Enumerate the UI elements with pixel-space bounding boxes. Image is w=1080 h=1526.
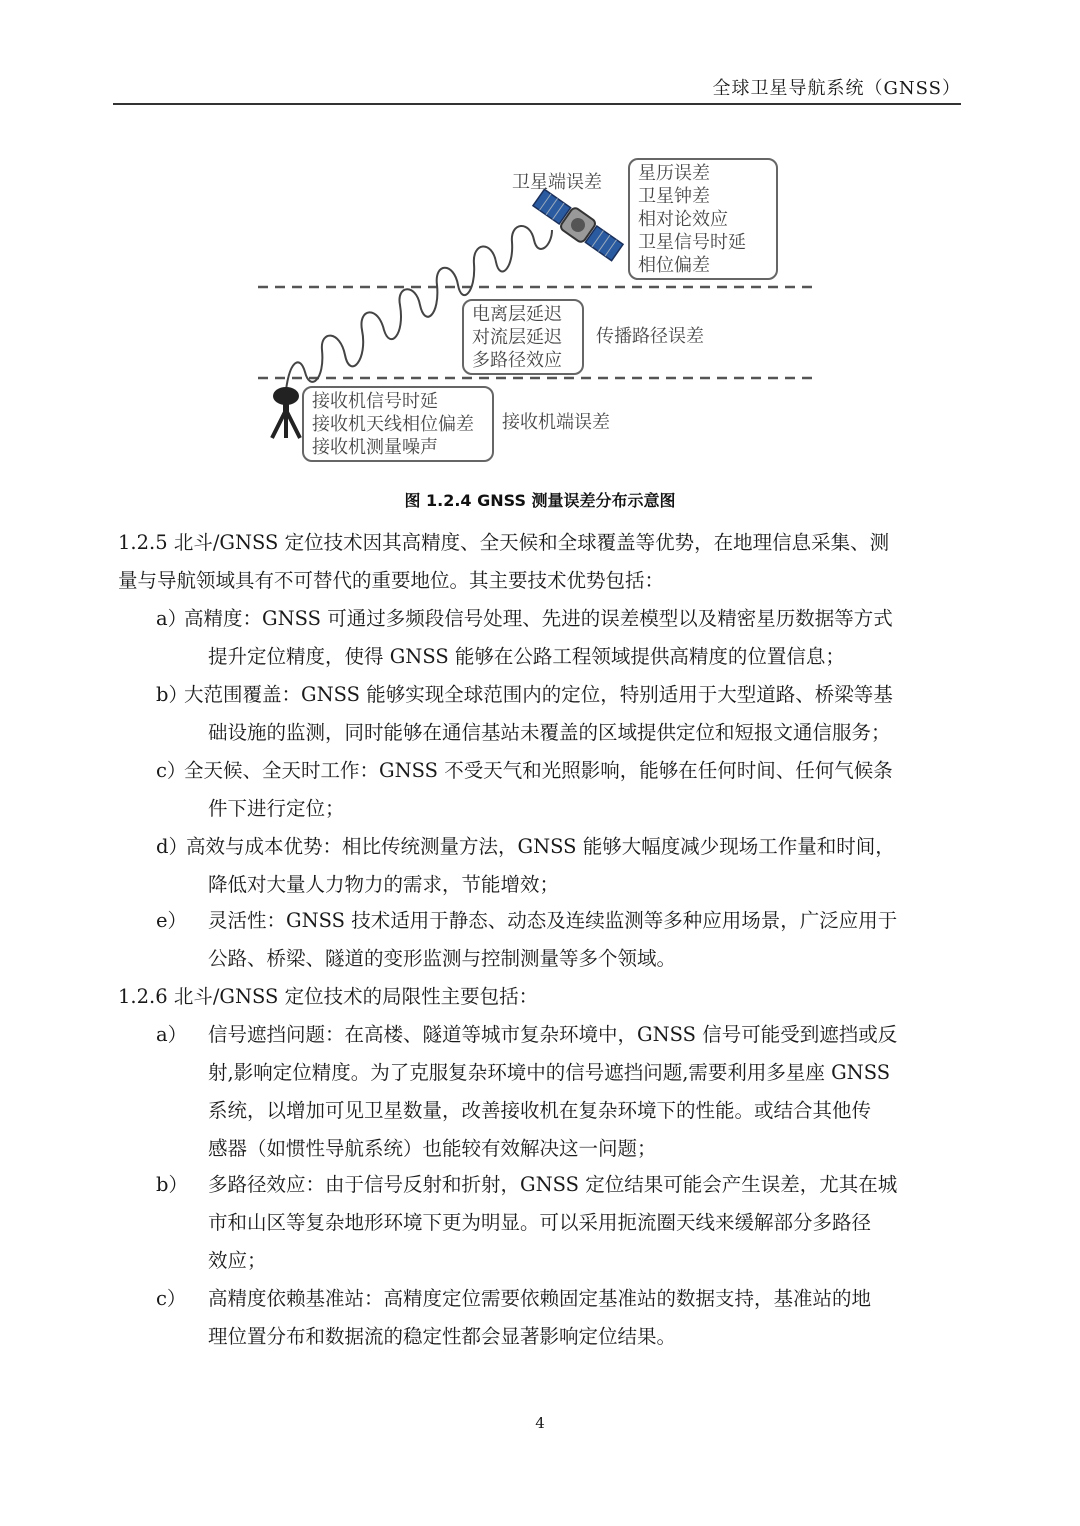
list-marker: d）: [156, 835, 188, 858]
section-125-intro-line: 1.2.5 北斗/GNSS 定位技术因其高精度、全天候和全球覆盖等优势，在地理信息采集、测: [118, 531, 890, 554]
list-item-line: 理位置分布和数据流的稳定性都会显著影响定位结果。: [208, 1325, 677, 1348]
page-header-title: 全球卫星导航系统（GNSS）: [712, 78, 961, 99]
satellite-error-item: 相对论效应: [638, 209, 728, 230]
satellite-error-item: 相位偏差: [638, 255, 710, 276]
propagation-errors-box: [462, 299, 584, 375]
list-marker: c）: [156, 759, 187, 782]
receiver-tripod-icon: [272, 387, 300, 438]
section-125-intro-line: 量与导航领域具有不可替代的重要地位。其主要技术优势包括：: [118, 569, 665, 592]
list-item-line: 高精度依赖基准站：高精度定位需要依赖固定基准站的数据支持，基准站的地: [208, 1287, 872, 1310]
section-126-intro: 1.2.6 北斗/GNSS 定位技术的局限性主要包括：: [118, 985, 539, 1008]
satellite-errors-box: [628, 158, 778, 280]
advantage-item-b: [156, 676, 966, 752]
list-marker: b）: [156, 1173, 188, 1196]
advantage-item-e: [156, 902, 966, 978]
advantage-item-c: [156, 752, 966, 828]
list-item-line: 础设施的监测，同时能够在通信基站未覆盖的区域提供定位和短报文通信服务；: [208, 721, 891, 744]
satellite-icon: [531, 187, 625, 263]
limitation-item-b: [156, 1166, 966, 1280]
propagation-error-item: 多路径效应: [472, 350, 562, 371]
gnss-error-figure: [0, 0, 1080, 480]
list-item-line: 公路、桥梁、隧道的变形监测与控制测量等多个领域。: [208, 947, 677, 970]
advantage-item-d: [156, 828, 966, 904]
list-item-line: 降低对大量人力物力的需求，节能增效；: [208, 873, 560, 896]
list-marker: a）: [156, 607, 188, 630]
list-item-line: 效应；: [208, 1249, 267, 1272]
receiver-error-item: 接收机信号时延: [312, 391, 438, 412]
advantage-item-a: [156, 600, 966, 676]
list-item-line: 件下进行定位；: [208, 797, 345, 820]
list-marker: b）: [156, 683, 188, 706]
receiver-error-item: 接收机测量噪声: [312, 437, 438, 458]
figure-caption: 图 1.2.4 GNSS 测量误差分布示意图: [404, 491, 676, 510]
receiver-error-label: 接收机端误差: [502, 412, 610, 433]
list-marker: a）: [156, 1023, 188, 1046]
limitation-item-a: [156, 1016, 966, 1168]
receiver-error-item: 接收机天线相位偏差: [312, 414, 474, 435]
limitation-item-c: [156, 1280, 966, 1356]
list-item-line: 系统，以增加可见卫星数量，改善接收机在复杂环境下的性能。或结合其他传: [208, 1099, 872, 1122]
receiver-errors-box: [302, 386, 494, 462]
list-item-line: 射,影响定位精度。为了克服复杂环境中的信号遮挡问题,需要利用多星座 GNSS: [208, 1061, 891, 1084]
list-item-line: 高精度：GNSS 可通过多频段信号处理、先进的误差模型以及精密星历数据等方式: [184, 607, 893, 630]
satellite-error-item: 卫星钟差: [638, 186, 710, 207]
list-item-line: 感器（如惯性导航系统）也能较有效解决这一问题；: [208, 1137, 657, 1160]
section-125-intro: [118, 524, 968, 600]
list-item-line: 高效与成本优势：相比传统测量方法，GNSS 能够大幅度减少现场工作量和时间，: [186, 835, 895, 858]
list-marker: c）: [156, 1287, 187, 1310]
satellite-error-item: 卫星信号时延: [638, 232, 746, 253]
list-item-line: 多路径效应：由于信号反射和折射，GNSS 定位结果可能会产生误差，尤其在城: [208, 1173, 898, 1196]
list-item-line: 灵活性：GNSS 技术适用于静态、动态及连续监测等多种应用场景，广泛应用于: [208, 909, 898, 932]
propagation-error-label: 传播路径误差: [596, 326, 704, 347]
list-item-line: 提升定位精度，使得 GNSS 能够在公路工程领域提供高精度的位置信息；: [208, 645, 845, 668]
list-marker: e）: [156, 909, 188, 932]
propagation-error-item: 电离层延迟: [472, 304, 562, 325]
list-item-line: 大范围覆盖：GNSS 能够实现全球范围内的定位，特别适用于大型道路、桥梁等基: [184, 683, 893, 706]
satellite-error-label: 卫星端误差: [512, 172, 602, 193]
satellite-error-item: 星历误差: [638, 163, 710, 184]
list-item-line: 信号遮挡问题：在高楼、隧道等城市复杂环境中，GNSS 信号可能受到遮挡或反: [208, 1023, 898, 1046]
propagation-error-item: 对流层延迟: [472, 327, 562, 348]
list-item-line: 市和山区等复杂地形环境下更为明显。可以采用扼流圈天线来缓解部分多路径: [208, 1211, 872, 1234]
list-item-line: 全天候、全天时工作：GNSS 不受天气和光照影响，能够在任何时间、任何气候条: [184, 759, 893, 782]
page-number: 4: [535, 1414, 545, 1432]
